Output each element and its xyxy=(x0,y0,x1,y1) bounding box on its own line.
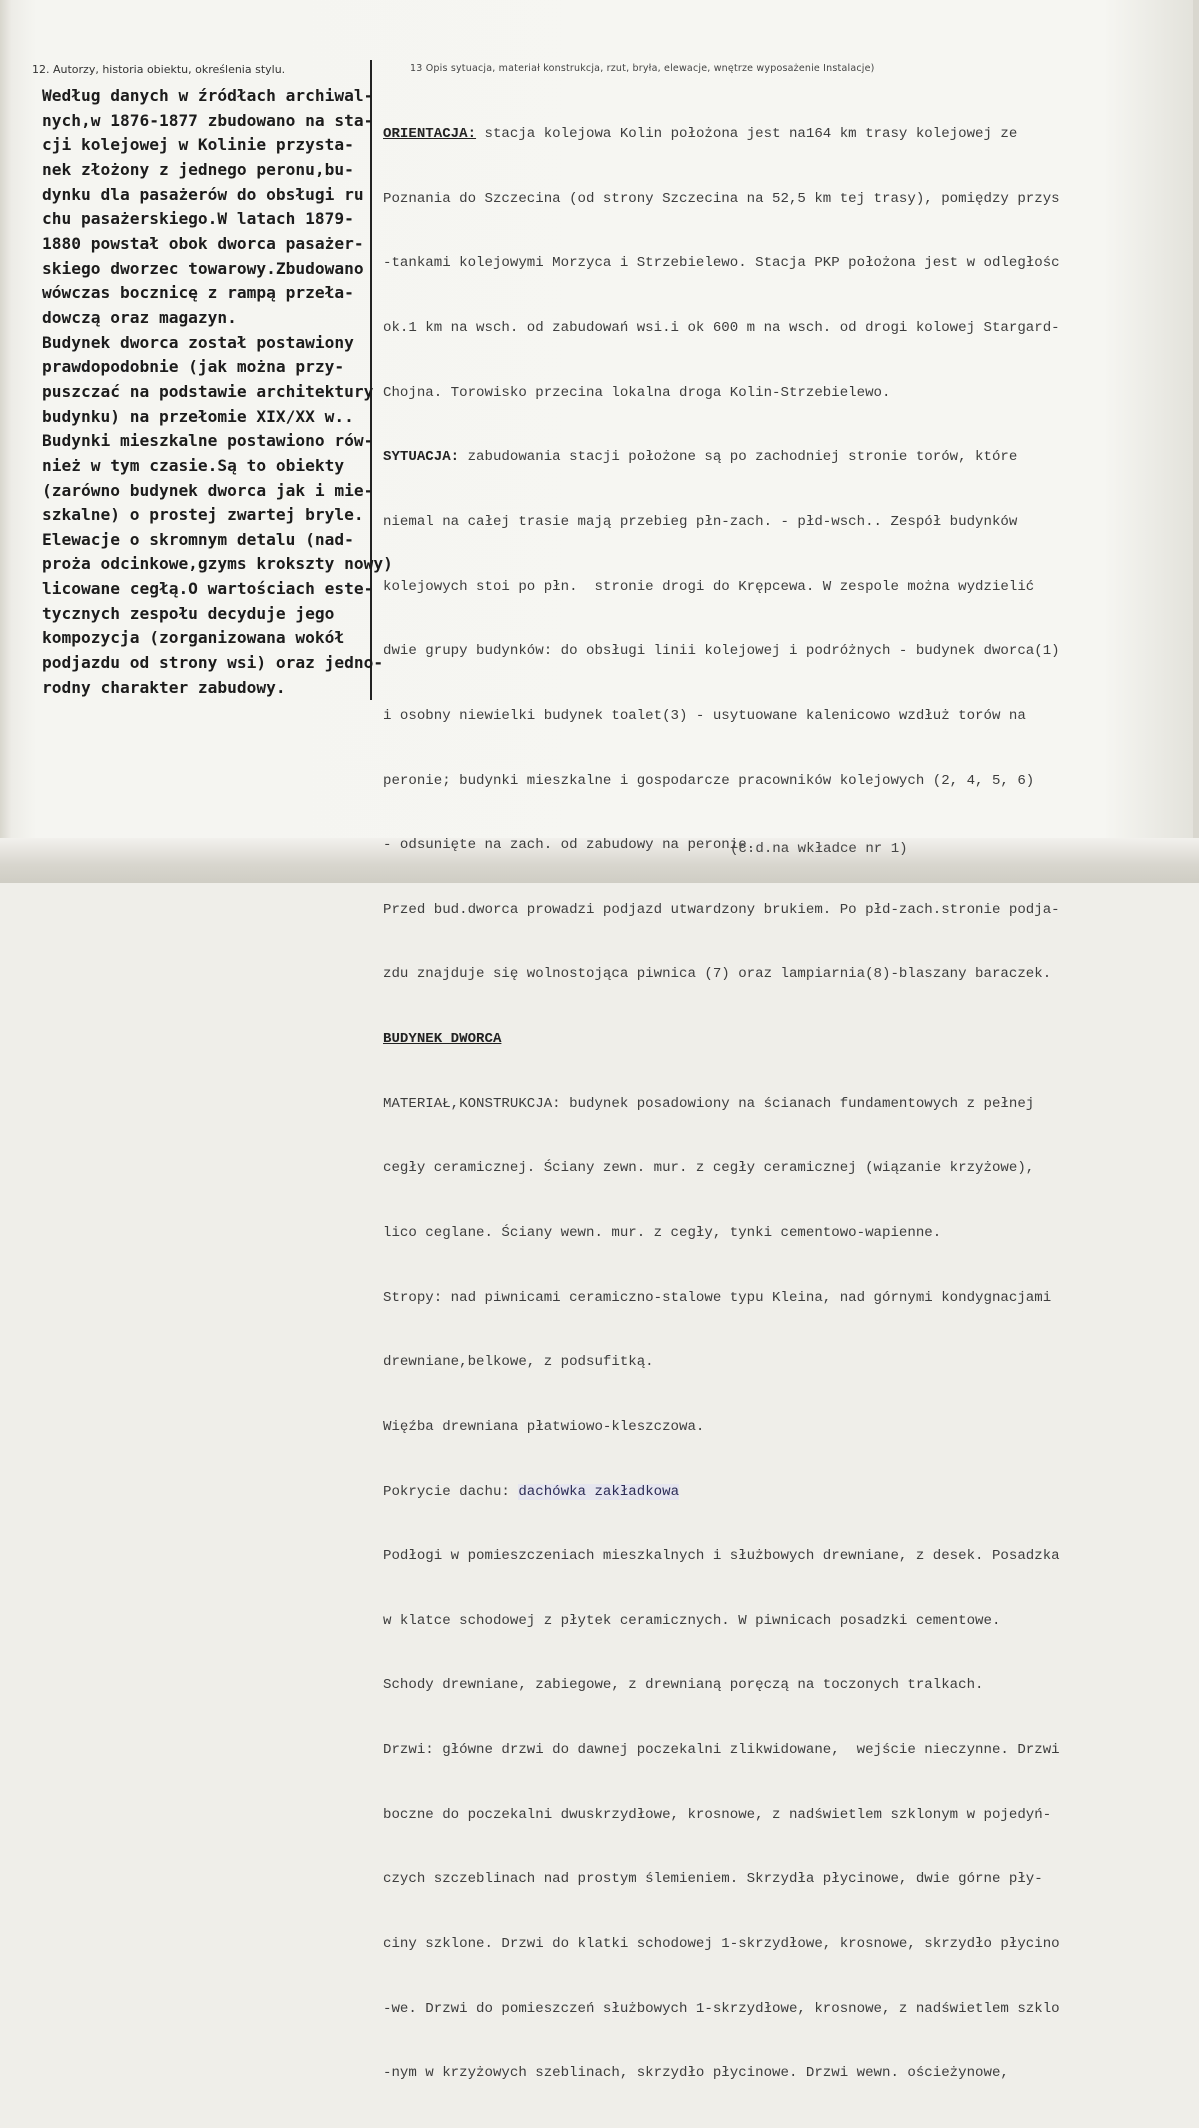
history-line: proża odcinkowe,gzyms krokszty nowy) xyxy=(42,554,393,574)
history-line: Elewacje o skromnym detalu (nad- xyxy=(42,529,354,549)
detail-line: -we. Drzwi do pomieszczeń służbowych 1-skrzydłowe, krosnowe, z nadświetlem szklo xyxy=(383,2000,1060,2017)
orientacja-text: stacja kolejowa Kolin położona jest na164 km trasy kolejowej ze xyxy=(476,126,1018,143)
history-line: Według danych w źródłach archiwal- xyxy=(42,86,374,105)
history-line: nych,w 1876-1877 zbudowano na sta- xyxy=(42,110,374,130)
history-line: tycznych zespołu decyduje jego xyxy=(42,603,335,623)
orientacja-line xyxy=(383,124,1183,146)
history-line: licowane cegłą.O wartościach este- xyxy=(42,579,374,599)
page-right-edge xyxy=(1193,0,1199,883)
orientacja-line: Chojna. Torowisko przecina lokalna droga Kolin-Strzebielewo. xyxy=(383,384,891,401)
history-line: Budynek dworca został postawiony xyxy=(42,332,354,352)
history-line: skiego dworzec towarowy.Zbudowano xyxy=(42,258,364,278)
pokrycie-label: Pokrycie dachu: xyxy=(383,1483,519,1500)
orientacja-line: -tankami kolejowymi Morzyca i Strzebielewo. Stacja PKP położona jest w odległośc xyxy=(383,255,1060,272)
history-line: nek złożony z jednego peronu,bu- xyxy=(42,159,354,179)
sytuacja-line: kolejowych stoi po płn. stronie drogi do Krępcewa. W zespole można wydzielić xyxy=(383,578,1035,595)
detail-line: Schody drewniane, zabiegowe, z drewnianą poręczą na toczonych tralkach. xyxy=(383,1677,984,1694)
material-line: Stropy: nad piwnicami ceramiczno-stalowe typu Kleina, nad górnymi kondygnacjami xyxy=(383,1289,1052,1306)
description-text-column xyxy=(383,81,1183,2128)
detail-line: ciny szklone. Drzwi do klatki schodowej 1-skrzydłowe, krosnowe, skrzydło płycino xyxy=(383,1936,1060,1953)
detail-line: czych szczeblinach nad prostym ślemieniem. Skrzydła płycinowe, dwie górne pły- xyxy=(383,1871,1043,1888)
sytuacja-line: - odsunięte na zach. od zabudowy na peronie. xyxy=(383,837,756,854)
detail-line: -nym w krzyżowych szeblinach, skrzydło płycinowe. Drzwi wewn. ościeżynowe, xyxy=(383,2065,1009,2082)
material-line: drewniane,belkowe, z podsufitką. xyxy=(383,1354,654,1371)
history-line: budynku) na przełomie XIX/XX w.. xyxy=(42,406,354,426)
history-line: cji kolejowej w Kolinie przysta- xyxy=(42,135,354,155)
sytuacja-line: i osobny niewielki budynek toalet(3) - usytuowane kalenicowo wzdłuż torów na xyxy=(383,707,1026,724)
material-line: Więźba drewniana płatwiowo-kleszczowa. xyxy=(383,1418,705,1435)
pokrycie-value: dachówka zakładkowa xyxy=(518,1483,680,1500)
material-line: lico ceglane. Ściany wewn. mur. z cegły, tynki cementowo-wapienne. xyxy=(383,1224,942,1241)
sytuacja-text: zabudowania stacji położone są po zachodniej stronie torów, które xyxy=(459,449,1018,466)
history-line: puszczać na podstawie architektury xyxy=(42,381,374,401)
detail-line: w klatce schodowej z płytek ceramicznych. W piwnicach posadzki cementowe. xyxy=(383,1612,1001,1629)
material-line: MATERIAŁ,KONSTRUKCJA: budynek posadowiony na ścianach fundamentowych z pełnej xyxy=(383,1095,1035,1112)
history-line: 1880 powstał obok dworca pasażer- xyxy=(42,233,364,253)
history-line: Budynki mieszkalne postawiono rów- xyxy=(42,431,374,451)
detail-line: Drzwi: główne drzwi do dawnej poczekalni zlikwidowane, wejście nieczynne. Drzwi xyxy=(383,1742,1060,1759)
sytuacja-line: peronie; budynki mieszkalne i gospodarcze pracowników kolejowych (2, 4, 5, 6) xyxy=(383,772,1035,789)
history-line: kompozycja (zorganizowana wokół xyxy=(42,628,345,648)
history-line: chu pasażerskiego.W latach 1879- xyxy=(42,209,354,229)
pokrycie-line xyxy=(383,1482,1183,1504)
detail-line: boczne do poczekalni dwuskrzydłowe, krosnowe, z nadświetlem szklonym w pojedyń- xyxy=(383,1806,1052,1823)
sytuacja-line: Przed bud.dworca prowadzi podjazd utwardzony brukiem. Po płd-zach.stronie podja- xyxy=(383,901,1060,918)
section-12-header: 12. Autorzy, historia obiektu, określenia stylu. xyxy=(32,63,286,76)
history-line: nież w tym czasie.Są to obiekty xyxy=(42,455,345,475)
sytuacja-line xyxy=(383,447,1183,469)
history-text-column xyxy=(42,84,393,700)
continuation-note: (c.d.na wkładce nr 1) xyxy=(730,841,908,857)
history-line: podjazdu od strony wsi) oraz jedno- xyxy=(42,653,384,673)
detail-line: Podłogi w pomieszczeniach mieszkalnych i służbowych drewniane, z desek. Posadzka xyxy=(383,1548,1060,1565)
page-left-edge xyxy=(0,0,12,883)
history-line: szkalne) o prostej zwartej bryle. xyxy=(42,505,364,525)
sytuacja-line: dwie grupy budynków: do obsługi linii kolejowej i podróżnych - budynek dworca(1) xyxy=(383,643,1060,660)
history-line: (zarówno budynek dworca jak i mie- xyxy=(42,480,374,500)
history-line: wówczas bocznicę z rampą przeła- xyxy=(42,283,354,303)
sytuacja-line: zdu znajduje się wolnostojąca piwnica (7) oraz lampiarnia(8)-blaszany baraczek. xyxy=(383,966,1052,983)
orientacja-line: ok.1 km na wsch. od zabudowań wsi.i ok 600 m na wsch. od drogi kolowej Stargard- xyxy=(383,320,1060,337)
section-13-header: 13 Opis sytuacja, materiał konstrukcja, rzut, bryła, elewacje, wnętrze wyposażenie Instalacje) xyxy=(410,63,875,74)
history-line: dowczą oraz magazyn. xyxy=(42,307,237,327)
orientacja-line: Poznania do Szczecina (od strony Szczecina na 52,5 km tej trasy), pomiędzy przys xyxy=(383,190,1060,207)
history-line: rodny charakter zabudowy. xyxy=(42,677,286,697)
sytuacja-line: niemal na całej trasie mają przebieg płn-zach. - płd-wsch.. Zespół budynków xyxy=(383,513,1018,530)
history-line: dynku dla pasażerów do obsługi ru xyxy=(42,184,364,204)
history-line: prawdopodobnie (jak można przy- xyxy=(42,357,345,377)
budynek-dworca-heading: BUDYNEK DWORCA xyxy=(383,1031,502,1048)
sytuacja-label: SYTUACJA: xyxy=(383,449,460,466)
orientacja-label: ORIENTACJA: xyxy=(383,126,477,143)
material-line: cegły ceramicznej. Ściany zewn. mur. z cegły ceramicznej (wiązanie krzyżowe), xyxy=(383,1160,1035,1177)
